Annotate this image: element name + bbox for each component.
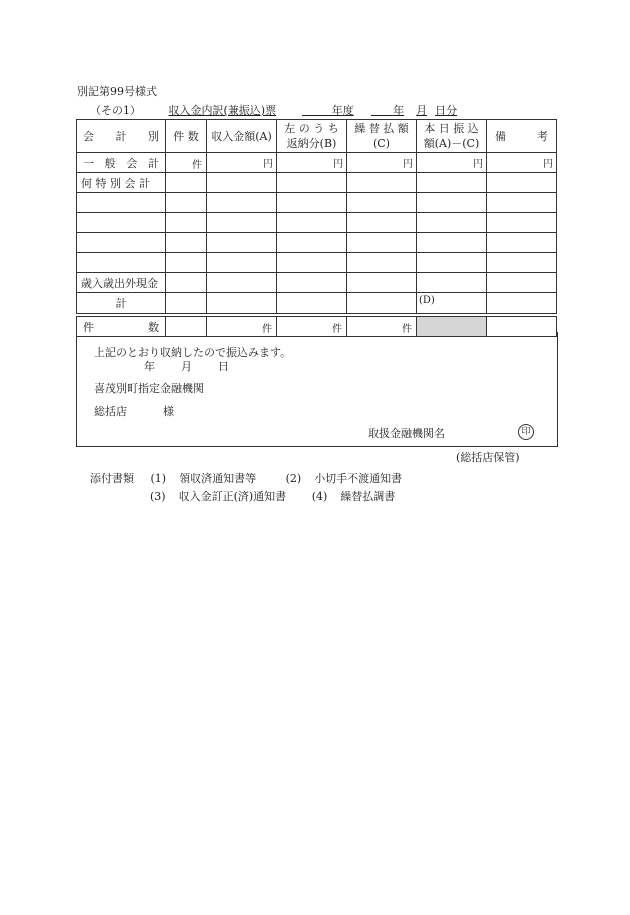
breakdown-table bbox=[76, 119, 557, 337]
substitute-cell[interactable] bbox=[347, 173, 417, 193]
row-special-account bbox=[77, 173, 557, 193]
substitute-count-cell[interactable]: 件 bbox=[347, 317, 417, 337]
header-revenue: 収入金額(A) bbox=[207, 120, 277, 153]
substitute-cell[interactable] bbox=[347, 273, 417, 293]
refund-cell[interactable] bbox=[277, 193, 347, 213]
form-name: 収入金内訳(兼振込)票 bbox=[168, 104, 277, 117]
row-total bbox=[77, 293, 557, 314]
transfer-cell[interactable] bbox=[417, 253, 487, 273]
remarks-cell[interactable] bbox=[487, 273, 557, 293]
header-refund: 左 の う ち 返納分(B) bbox=[277, 120, 347, 153]
head-branch: 総括店 様 bbox=[94, 405, 174, 418]
row-general-account bbox=[77, 153, 557, 173]
refund-count-cell[interactable]: 件 bbox=[277, 317, 347, 337]
attachments-row-1: 添付書類 (1) 領収済通知書等 (2) 小切手不渡通知書 bbox=[90, 472, 403, 485]
label-cell[interactable] bbox=[77, 213, 166, 233]
row-label: 何 特 別 会 計 bbox=[77, 173, 166, 193]
row-blank bbox=[77, 253, 557, 273]
label-cell[interactable] bbox=[77, 233, 166, 253]
count-cell[interactable] bbox=[166, 193, 207, 213]
transfer-cell[interactable]: 円 bbox=[417, 153, 487, 173]
revenue-cell[interactable] bbox=[207, 293, 277, 314]
form-subtitle-row bbox=[90, 105, 457, 116]
transfer-cell[interactable] bbox=[417, 233, 487, 253]
revenue-cell[interactable] bbox=[207, 213, 277, 233]
refund-cell[interactable] bbox=[277, 253, 347, 273]
header-transfer: 本 日 振 込 額(A)－(C) bbox=[417, 120, 487, 153]
month-label: 月 bbox=[416, 104, 428, 117]
form-number: 別記第99号様式 bbox=[77, 85, 157, 98]
remarks-cell[interactable] bbox=[487, 213, 557, 233]
custody-note: (総括店保管) bbox=[456, 451, 520, 464]
label-cell[interactable] bbox=[77, 193, 166, 213]
revenue-cell[interactable] bbox=[207, 233, 277, 253]
day-part-label: 日分 bbox=[435, 104, 458, 117]
substitute-cell[interactable] bbox=[347, 253, 417, 273]
total-label: 計 bbox=[77, 293, 166, 314]
form-part: （その1） bbox=[90, 104, 141, 117]
remarks-cell[interactable] bbox=[487, 233, 557, 253]
count-cell[interactable] bbox=[166, 233, 207, 253]
row-blank bbox=[77, 213, 557, 233]
refund-cell[interactable] bbox=[277, 233, 347, 253]
row-label: 一 般 会 計 bbox=[77, 153, 166, 173]
header-remarks: 備 考 bbox=[487, 120, 557, 153]
remarks-cell[interactable] bbox=[487, 253, 557, 273]
statement-text: 上記のとおり収納したので振込みます。 bbox=[94, 346, 292, 359]
row-blank bbox=[77, 233, 557, 253]
remarks-cell[interactable]: 円 bbox=[487, 153, 557, 173]
remarks-cell[interactable] bbox=[487, 293, 557, 314]
revenue-cell[interactable]: 円 bbox=[207, 153, 277, 173]
substitute-cell[interactable] bbox=[347, 233, 417, 253]
table-header-row bbox=[77, 120, 557, 153]
remarks-cell[interactable] bbox=[487, 173, 557, 193]
substitute-cell[interactable] bbox=[347, 193, 417, 213]
statement-box bbox=[76, 332, 558, 447]
transfer-cell[interactable] bbox=[417, 273, 487, 293]
revenue-cell[interactable] bbox=[207, 253, 277, 273]
refund-cell[interactable] bbox=[277, 213, 347, 233]
year-label: 年 bbox=[393, 104, 405, 117]
transfer-cell[interactable] bbox=[417, 193, 487, 213]
count-cell[interactable] bbox=[166, 293, 207, 314]
remarks-cell[interactable] bbox=[487, 193, 557, 213]
refund-cell[interactable] bbox=[277, 293, 347, 314]
seal-mark: 印 bbox=[518, 424, 534, 440]
substitute-cell[interactable]: 円 bbox=[347, 153, 417, 173]
attachments-row-2: (3) 収入金訂正(済)通知書 (4) 繰替払調書 bbox=[150, 490, 396, 503]
label-cell[interactable] bbox=[77, 253, 166, 273]
refund-cell[interactable] bbox=[277, 173, 347, 193]
fiscal-year-label: 年度 bbox=[331, 104, 354, 117]
substitute-cell[interactable] bbox=[347, 293, 417, 314]
revenue-count-cell[interactable]: 件 bbox=[207, 317, 277, 337]
count-cell[interactable] bbox=[166, 273, 207, 293]
refund-cell[interactable] bbox=[277, 273, 347, 293]
designated-bank: 喜茂別町指定金融機関 bbox=[94, 382, 204, 395]
substitute-cell[interactable] bbox=[347, 213, 417, 233]
date-line: 年 月 日 bbox=[144, 360, 229, 373]
row-label: 歳入歳出外現金 bbox=[77, 273, 166, 293]
revenue-cell[interactable] bbox=[207, 193, 277, 213]
header-substitute: 繰 替 払 額 (C) bbox=[347, 120, 417, 153]
revenue-cell[interactable] bbox=[207, 173, 277, 193]
refund-cell[interactable]: 円 bbox=[277, 153, 347, 173]
count-label: 件 数 bbox=[77, 317, 166, 337]
count-cell[interactable] bbox=[166, 253, 207, 273]
header-accounting: 会 計 別 bbox=[77, 120, 166, 153]
count-cell[interactable] bbox=[166, 213, 207, 233]
revenue-cell[interactable] bbox=[207, 273, 277, 293]
transfer-cell[interactable] bbox=[417, 213, 487, 233]
row-extra-budgetary-cash bbox=[77, 273, 557, 293]
row-blank bbox=[77, 193, 557, 213]
handling-bank-label: 取扱金融機関名 bbox=[368, 427, 445, 440]
count-cell[interactable] bbox=[166, 173, 207, 193]
attachments-label: 添付書類 bbox=[90, 472, 134, 485]
count-cell[interactable]: 件 bbox=[166, 153, 207, 173]
transfer-cell[interactable] bbox=[417, 293, 487, 314]
header-count: 件 数 bbox=[166, 120, 207, 153]
transfer-cell[interactable] bbox=[417, 173, 487, 193]
d-mark: (D) bbox=[419, 295, 435, 306]
